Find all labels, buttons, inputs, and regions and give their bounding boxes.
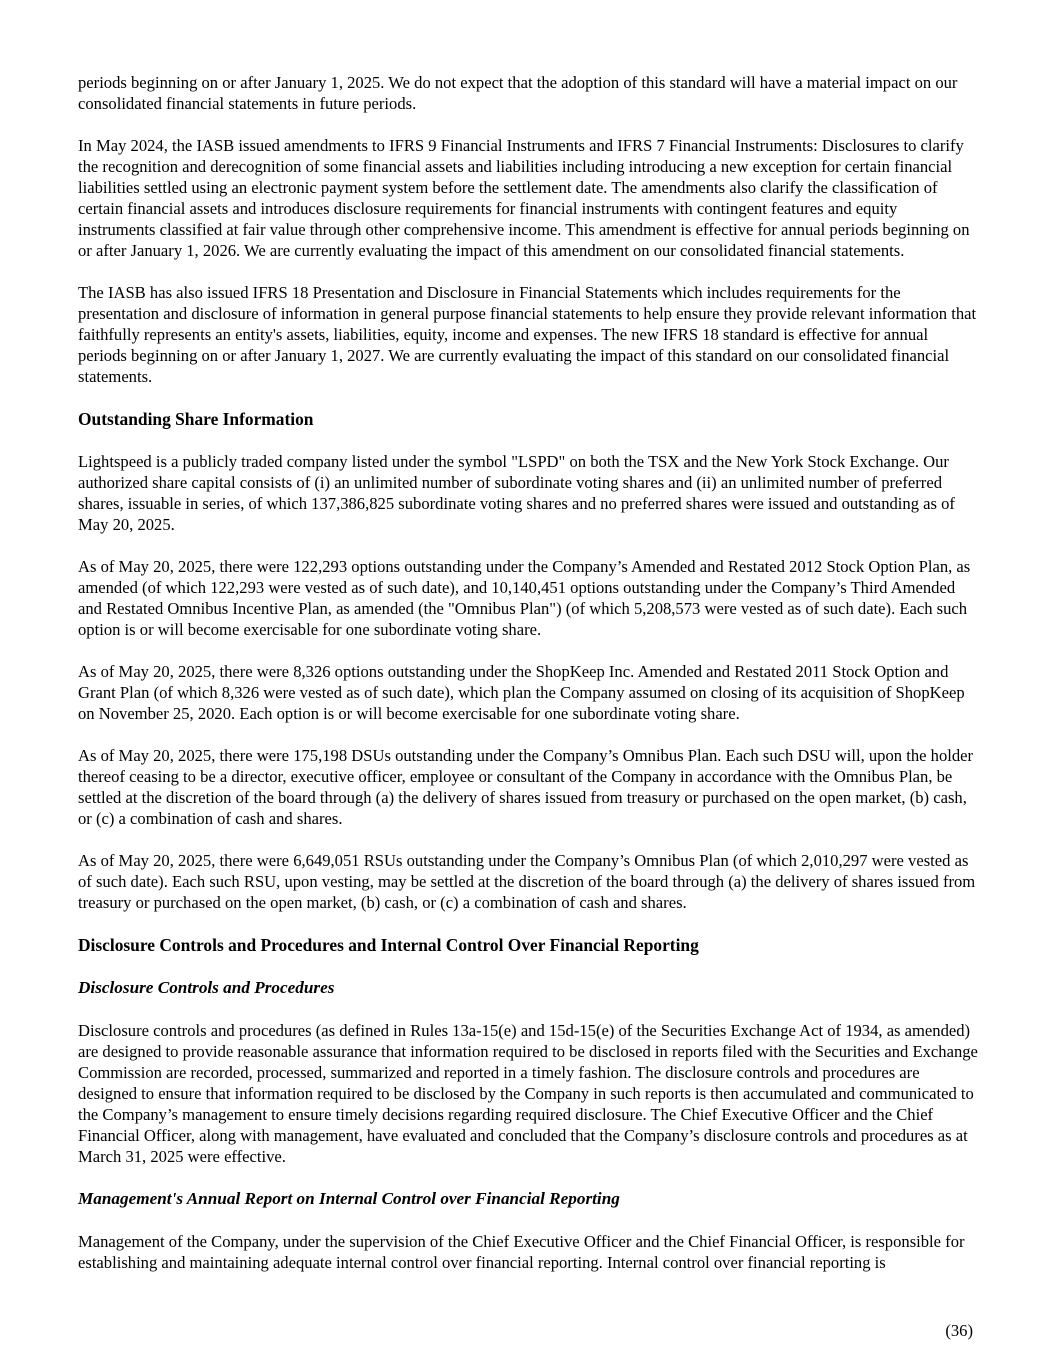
paragraph-rsus-outstanding: As of May 20, 2025, there were 6,649,051 RSUs outstanding under the Company’s Omnibus Plan (of which 2,010,297 were vested as of such date). Each such RSU, upon vesting, may be settled at the discretion of the board through (a) the delivery of shares issued from treasury or purchased on the open market, (b) cash, or (c) a combination of cash and shares.	[78, 851, 976, 912]
paragraph-ifrs18-standard: The IASB has also issued IFRS 18 Presentation and Disclosure in Financial Statements which includes requirements for the presentation and disclosure of information in general purpose financial statements to help ensure they provide relevant information that faithfully represents an entity's assets, liabilities, equity, income and expenses. The new IFRS 18 standard is effective for annual periods beginning on or after January 1, 2027. We are currently evaluating the impact of this standard on our consolidated financial statements.	[78, 283, 977, 386]
paragraph-2012-stock-option-plan: As of May 20, 2025, there were 122,293 options outstanding under the Company’s Amended and Restated 2012 Stock Option Plan, as amended (of which 122,293 were vested as of such date), and 10,140,451 options outstanding under the Company’s Third Amended and Restated Omnibus Incentive Plan, as amended (the "Omnibus Plan") (of which 5,208,573 were vested as of such date). Each such option is or will become exercisable for one subordinate voting share.	[78, 557, 971, 639]
paragraph-dsus-outstanding: As of May 20, 2025, there were 175,198 DSUs outstanding under the Company’s Omnibus Plan. Each such DSU will, upon the holder thereof ceasing to be a director, executive officer, employee or consultant of the Company in accordance with the Omnibus Plan, be settled at the discretion of the board through (a) the delivery of shares issued from treasury or purchased on the open market, (b) cash, or (c) a combination of cash and shares.	[78, 746, 974, 828]
document-content	[78, 72, 978, 1294]
paragraph-ifrs-adoption-continuation: periods beginning on or after January 1, 2025. We do not expect that the adoption of this standard will have a material impact on our consolidated financial statements in future periods.	[78, 73, 958, 113]
heading-outstanding-share-information: Outstanding Share Information	[78, 409, 314, 429]
paragraph-share-capital: Lightspeed is a publicly traded company listed under the symbol "LSPD" on both the TSX and the New York Stock Exchange. Our authorized share capital consists of (i) an unlimited number of subordinate voting shares and (ii) an unlimited number of preferred shares, issuable in series, of which 137,386,825 subordinate voting shares and no preferred shares were issued and outstanding as of May 20, 2025.	[78, 452, 955, 534]
paragraph-management-icfr-responsibility: Management of the Company, under the supervision of the Chief Executive Officer and the Chief Financial Officer, is responsible for establishing and maintaining adequate internal control over financial reporting. Internal control over financial reporting is	[78, 1232, 965, 1272]
paragraph-shopkeep-option-plan: As of May 20, 2025, there were 8,326 options outstanding under the ShopKeep Inc. Amended and Restated 2011 Stock Option and Grant Plan (of which 8,326 were vested as of such date), which plan the Company assumed on closing of its acquisition of ShopKeep on November 25, 2020. Each option is or will become exercisable for one subordinate voting share.	[78, 662, 965, 723]
subheading-management-annual-report-icfr: Management's Annual Report on Internal Control over Financial Reporting	[78, 1189, 620, 1208]
page-number: (36)	[945, 1321, 973, 1340]
heading-disclosure-controls-and-icfr: Disclosure Controls and Procedures and Internal Control Over Financial Reporting	[78, 935, 699, 955]
paragraph-disclosure-controls-evaluation: Disclosure controls and procedures (as defined in Rules 13a-15(e) and 15d-15(e) of the Securities Exchange Act of 1934, as amended) are designed to provide reasonable assurance that information required to be disclosed in reports filed with the Securities and Exchange Commission are recorded, processed, summarized and reported in a timely fashion. The disclosure controls and procedures are designed to ensure that information required to be disclosed by the Company in such reports is then accumulated and communicated to the Company’s management to ensure timely decisions regarding required disclosure. The Chief Executive Officer and the Chief Financial Officer, along with management, have evaluated and concluded that the Company’s disclosure controls and procedures as at March 31, 2025 were effective.	[78, 1021, 978, 1166]
subheading-disclosure-controls-and-procedures: Disclosure Controls and Procedures	[78, 978, 335, 997]
paragraph-ifrs9-ifrs7-amendments: In May 2024, the IASB issued amendments to IFRS 9 Financial Instruments and IFRS 7 Financial Instruments: Disclosures to clarify the recognition and derecognition of some financial assets and liabilities including introducing a new exception for certain financial liabilities settled using an electronic payment system before the settlement date. The amendments also clarify the classification of certain financial assets and introduces disclosure requirements for financial instruments with contingent features and equity instruments classified at fair value through other comprehensive income. This amendment is effective for annual periods beginning on or after January 1, 2026. We are currently evaluating the impact of this amendment on our consolidated financial statements.	[78, 136, 970, 260]
